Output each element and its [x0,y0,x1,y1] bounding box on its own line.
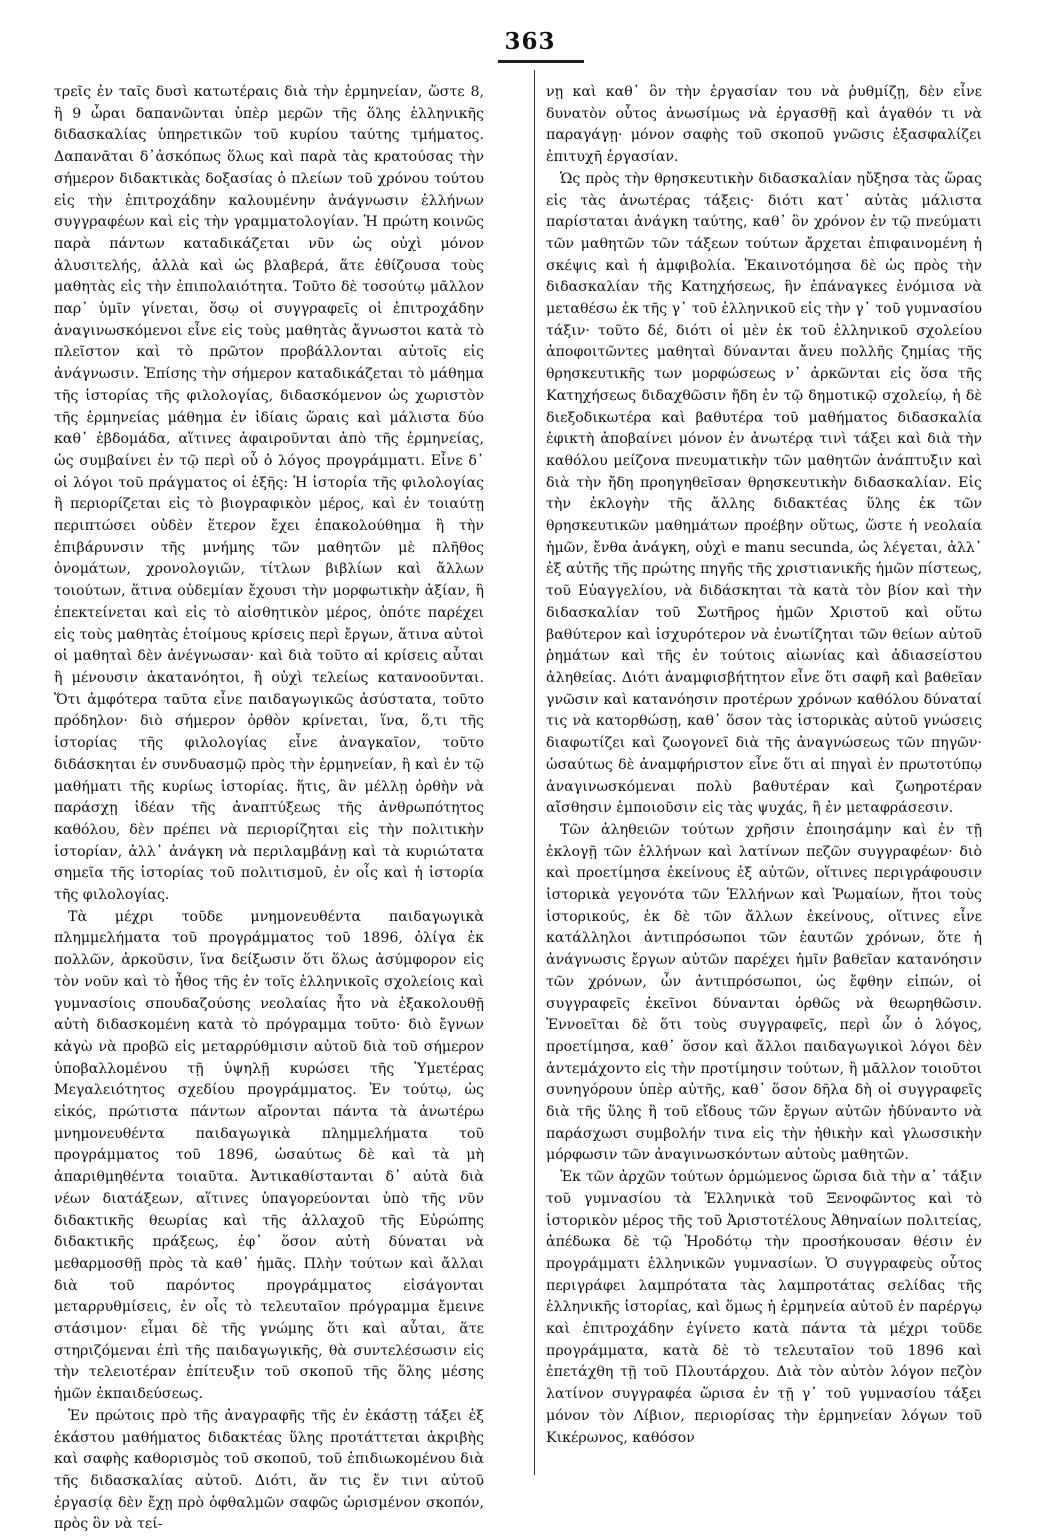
page-number: 363 [504,28,556,55]
paragraph: Τῶν ἀληθειῶν τούτων χρῆσιν ἐποιησάμην καὶ ἐν τῇ ἐκλογῇ τῶν ἑλλήνων καὶ λατίνων πεζῶν συγγραφέων· διὸ καὶ προετίμησα ἐκείνους ἐξ αὐτῶν, οἵτινες περιγράφουσιν ἱστορικὰ γεγονότα τῶν Ἑλλήνων καὶ Ῥωμαίων, ἤτοι τοὺς ἱστορικούς, ἐκ δὲ τῶν ἄλλων ἐκείνους, οἵτινες εἶνε κατάλληλοι ἀντιπρόσωποι τῶν ἑαυτῶν χρόνων, ὅτε ἡ ἀνάγνωσις ἔργων αὐτῶν παρέχει ἡμῖν βαθεῖαν κατανόησιν τῶν χρόνων, ὧν ἀντιπρόσωποι, ὡς ἔφθην εἰπών, οἱ συγγραφεῖς ἐκεῖνοι δύνανται ὀρθῶς νὰ θεωρηθῶσιν. Ἐννοεῖται δὲ ὅτι τοὺς συγγραφεῖς, περὶ ὧν ὁ λόγος, προετίμησα, καθ᾿ ὅσον καὶ ἄλλοι παιδαγωγικοὶ λόγοι δὲν ἀντεμάχοντο εἰς τὴν προτίμησιν τούτων, ἢ μᾶλλον τοιοῦτοι συνηγόρουν ὑπὲρ αὐτῆς, καθ᾿ ὅσον δῆλα δὴ οἱ συγγραφεῖς διὰ τῆς ὕλης ἢ τοῦ εἴδους τῶν ἔργων αὐτῶν ἠδύναντο νὰ παράσχωσι συμβολήν τινα εἰς τὴν ἠθικὴν καὶ γλωσσικὴν μόρφωσιν τῶν ἀναγινωσκόντων αὐτοὺς μαθητῶν. [546,821,982,1164]
paragraph: νῃ καὶ καθ᾿ ὃν τὴν ἐργασίαν του νὰ ῥυθμίζῃ, δὲν εἶνε δυνατὸν οὗτος ἀνωσίμως νὰ ἐργασθῇ καὶ ἀγαθόν τι νὰ παραγάγῃ· μόνον σαφὴς τοῦ σκοποῦ γνῶσις ἐξασφαλίζει ἐπιτυχῆ ἐργασίαν. [546,84,982,166]
column-divider [534,70,535,1475]
paragraph: Τὰ μέχρι τοῦδε μνημονευθέντα παιδαγωγικὰ πλημμελήματα τοῦ προγράμματος τοῦ 1896, ὀλίγα ἐκ πολλῶν, ἀρκοῦσιν, ἵνα δείξωσιν ὅτι ὅλως ἀσύμφορον εἰς τὸν νοῦν καὶ τὸ ἦθος τῆς ἐν τοῖς ἑλληνικοῖς σχολείοις καὶ γυμνασίοις σπουδαζούσης νεολαίας ἦτο νὰ ἐξακολουθῇ αὐτὴ διδασκομένη κατὰ τὸ πρόγραμμα τοῦτο· διὸ ἔγνων κἀγὼ νὰ προβῶ εἰς μεταρρύθμισιν αὐτοῦ διὰ τοῦ σήμερον ὑποβαλλομένου τῇ ὑψηλῇ κυρώσει τῆς Ὑμετέρας Μεγαλειότητος σχεδίου προγράμματος. Ἐν τούτῳ, ὡς εἰκός, πρώτιστα πάντων αἴρονται πάντα τὰ ἀνωτέρω μνημονευθέντα παιδαγωγικὰ πλημμελήματα τοῦ προγράμματος τοῦ 1896, ὡσαύτως δὲ καὶ τὰ μὴ ἀπαριθμηθέντα τοιαῦτα. Ἀντικαθίστανται δ᾿ αὐτὰ διὰ νέων διατάξεων, αἵτινες ὑπαγορεύονται ὑπὸ τῆς νῦν διδακτικῆς θεωρίας καὶ τῆς ἀλλαχοῦ τῆς Εὐρώπης διδακτικῆς πράξεως, ἐφ᾿ ὅσον αὐτὴ δύναται νὰ μεθαρμοσθῇ πρὸς τὰ καθ᾿ ἡμᾶς. Πλὴν τούτων καὶ ἄλλαι διὰ τοῦ παρόντος προγράμματος εἰσάγονται μεταρρυθμίσεις, ἐν οἷς τὸ τελευταῖον πρόγραμμα ἔμεινε στάσιμον· εἶμαι δὲ τῆς γνώμης ὅτι καὶ αὗται, ἅτε στηριζόμεναι ἐπὶ τῆς παιδαγωγικῆς, θὰ συντελέσωσιν εἰς τὴν τελειοτέραν ἐπίτευξιν τοῦ σκοποῦ τῆς ὅλης μέσης ἡμῶν ἐκπαιδεύσεως. [54,908,484,1403]
paragraph: Ἐκ τῶν ἀρχῶν τούτων ὁρμώμενος ὥρισα διὰ τὴν α᾿ τάξιν τοῦ γυμνασίου τὰ Ἑλληνικὰ τοῦ Ξενοφῶντος καὶ τὸ ἱστορικὸν μέρος τῆς τοῦ Ἀριστοτέλους Ἀθηναίων πολιτείας, ἀπέδωκα δὲ τῷ Ἡροδότῳ τὴν προσήκουσαν θέσιν ἐν προγράμματι ἑλληνικῶν γυμνασίων. Ὁ συγγραφεὺς οὗτος περιγράφει λαμπρότατα τὰς λαμπροτάτας σελίδας τῆς ἑλληνικῆς ἱστορίας, καὶ ὅμως ἡ ἑρμηνεία αὐτοῦ ἐν παρέργῳ καὶ ἐπιτροχάδην ἐγίνετο κατὰ πάντα τὰ μέχρι τοῦδε προγράμματα, κατὰ δὲ τὸ τελευταῖον τοῦ 1896 καὶ ἐπετάχθη τῇ τοῦ Πλουτάρχου. Διὰ τὸν αὐτὸν λόγον πεζὸν λατίνον συγγραφέα ὥρισα ἐν τῇ γ᾿ τοῦ γυμνασίου τάξει μόνον τὸν Λίβιον, περιορίσας τὴν ἑρμηνείαν λόγων τοῦ Κικέρωνος, καθόσον [546,1169,982,1446]
header-rule [498,60,584,63]
right-column [546,82,982,1449]
left-column [54,82,484,1536]
paragraph: τρεῖς ἐν ταῖς δυσὶ κατωτέραις διὰ τὴν ἑρμηνείαν, ὥστε 8, ἢ 9 ὧραι δαπανῶνται ὑπὲρ μερῶν τῆς ὅλης ἑλληνικῆς διδασκαλίας ὑπηρετικῶν τοῦ κυρίου ταύτης τμήματος. Δαπανᾶται δ᾿ἀσκόπως ὅλως καὶ παρὰ τὰς κρατούσας τὴν σήμερον διδακτικὰς δοξασίας ὁ πλείων τοῦ χρόνου τούτου εἰς τὴν ἐπιτροχάδην καλουμένην ἀνάγνωσιν ἑλλήνων συγγραφέων καὶ εἰς τὴν γραμματολογίαν. Ἡ πρώτη κοινῶς παρὰ πάντων καταδικάζεται νῦν ὡς οὐχὶ μόνον ἀλυσιτελής, ἀλλὰ καὶ ὡς βλαβερά, ἅτε ἐθίζουσα τοὺς μαθητὰς εἰς τὴν ἐπιπολαιότητα. Τοῦτο δὲ τοσούτῳ μᾶλλον παρ᾿ ὑμῖν γίνεται, ὅσῳ οἱ συγγραφεῖς οἱ ἐπιτροχάδην ἀναγινωσκόμενοι εἶνε εἰς τοὺς μαθητὰς ἄγνωστοι κατὰ τὸ πλεῖστον καὶ τὸ πρῶτον προβάλλονται αὐτοῖς εἰς ἀνάγνωσιν. Ἐπίσης τὴν σήμερον καταδικάζεται τὸ μάθημα τῆς ἱστορίας τῆς φιλολογίας, διδασκόμενον ὡς χωριστὸν τῆς ἑρμηνείας μάθημα ἐν ἰδίαις ὥραις καὶ μάλιστα δύο καθ᾿ ἑβδομάδα, αἵτινες ἀφαιροῦνται ἀπὸ τῆς ἑρμηνείας, ὡς συμβαίνει ἐν τῷ περὶ οὗ ὁ λόγος προγράμματι. Εἶνε δ᾿ οἱ λόγοι τοῦ πράγματος οἱ ἑξῆς: Ἡ ἱστορία τῆς φιλολογίας ἢ περιορίζεται εἰς τὸ βιογραφικὸν μέρος, καὶ ἐν τοιαύτῃ περιπτώσει οὐδὲν ἕτερον ἔχει ἐπακολούθημα ἢ τὴν ἐπιβάρυνσιν τῆς μνήμης τῶν μαθητῶν μὲ πλῆθος ὀνομάτων, χρονολογιῶν, τίτλων βιβλίων καὶ ἄλλων τοιούτων, ἅτινα οὐδεμίαν ἔχουσι τὴν μορφωτικὴν ἀξίαν, ἢ ἐπεκτείνεται καὶ εἰς τὸ αἰσθητικὸν μέρος, ὁπότε παρέχει εἰς τοὺς μαθητὰς ἑτοίμους κρίσεις περὶ ἔργων, ἅτινα αὐτοὶ οἱ μαθηταὶ δὲν ἀνέγνωσαν· καὶ διὰ τοῦτο αἱ κρίσεις αὗται ἢ μένουσιν ἀκατανόητοι, ἢ οὐχὶ τελείως κατανοοῦνται. Ὅτι ἀμφότερα ταῦτα εἶνε παιδαγωγικῶς ἀσύστατα, τοῦτο πρόδηλον· διὸ σήμερον ὀρθὸν κρίνεται, ἵνα, ὅ,τι τῆς ἱστορίας τῆς φιλολογίας εἶνε ἀναγκαῖον, τοῦτο διδάσκηται ἐν συνδυασμῷ πρὸς τὴν ἑρμηνείαν, ἢ καὶ ἐν τῷ μαθήματι τῆς κυρίως ἱστορίας. ἥτις, ἂν μέλλῃ ὀρθὴν νὰ παράσχῃ ἰδέαν τῆς ἀναπτύξεως τῆς ἀνθρωπότητος καθόλου, δὲν πρέπει νὰ περιορίζηται εἰς τὴν πολιτικὴν ἱστορίαν, ἀλλ᾿ ἀνάγκη νὰ περιλαμβάνῃ καὶ τὰ κυριώτατα σημεῖα τῆς ἱστορίας τοῦ πολιτισμοῦ, ἐν οἷς καὶ ἡ ἱστορία τῆς φιλολογίας. [54,84,484,904]
paragraph: Ἐν πρώτοις πρὸ τῆς ἀναγραφῆς τῆς ἐν ἑκάστῃ τάξει ἐξ ἑκάστου μαθήματος διδακτέας ὕλης προτάττεται ἀκριβὴς καὶ σαφὴς καθορισμὸς τοῦ σκοποῦ, τοῦ ἐπιδιωκομένου διὰ τῆς διδασκαλίας αὐτοῦ. Διότι, ἄν τις ἔν τινι αὐτοῦ ἐργασίᾳ δὲν ἔχῃ πρὸ ὀφθαλμῶν σαφῶς ὡρισμένον σκοπόν, πρὸς ὃν νὰ τεί- [54,1407,484,1533]
paragraph: Ὡς πρὸς τὴν θρησκευτικὴν διδασκαλίαν ηὔξησα τὰς ὥρας εἰς τὰς ἀνωτέρας τάξεις· διότι κατ᾿ αὐτὰς μάλιστα παρίσταται ἀνάγκη ταύτης, καθ᾿ ὃν χρόνον ἐν τῷ πνεύματι τῶν μαθητῶν τῶν τάξεων τούτων ἄρχεται ἐπιφαινομένη ἡ σκέψις καὶ ἡ ἀμφιβολία. Ἐκαινοτόμησα δὲ ὡς πρὸς τὴν διδασκαλίαν τῆς Κατηχήσεως, ἣν ἐπάναγκες ἐνόμισα νὰ μεταθέσω ἐκ τῆς γ᾿ τοῦ ἑλληνικοῦ εἰς τὴν γ᾿ τοῦ γυμνασίου τάξιν· τοῦτο δέ, διότι οἱ μὲν ἐκ τοῦ ἑλληνικοῦ σχολείου ἀποφοιτῶντες μαθηταὶ δύνανται ἄνευ πολλῆς ζημίας τῆς θρησκευτικῆς των μορφώσεως ν᾿ ἀρκῶνται εἰς ὅσα τῆς Κατηχήσεως διδαχθῶσιν ἤδη ἐν τῷ δημοτικῷ σχολείῳ, ἡ δὲ διεξοδικωτέρα καὶ βαθυτέρα τοῦ μαθήματος διδασκαλία ἐφικτὴ ἀποβαίνει μόνον ἐν ἀνωτέρᾳ τινὶ τάξει καὶ διὰ τὴν καθόλου μείζονα πνευματικὴν τῶν μαθητῶν ἀνάπτυξιν καὶ διὰ τὴν ἤδη προηγηθεῖσαν θρησκευτικὴν διδασκαλίαν. Εἰς τὴν ἐκλογὴν τῆς ἄλλης διδακτέας ὕλης ἐκ τῶν θρησκευτικῶν μαθημάτων προέβην οὕτως, ὥστε ἡ νεολαία ἡμῶν, ἔνθα ἀνάγκη, οὐχὶ e manu secunda, ὡς λέγεται, ἀλλ᾿ ἐξ αὐτῆς τῆς πρώτης πηγῆς τῆς χριστιανικῆς ἡμῶν πίστεως, τοῦ Εὐαγγελίου, νὰ διδάσκηται τὰ κατὰ τὸν βίον καὶ τὴν διδασκαλίαν τοῦ Σωτῆρος ἡμῶν Χριστοῦ καὶ οὕτω βαθύτερον καὶ ἰσχυρότερον νὰ ἐνωτίζηται τῶν θείων αὐτοῦ ῥημάτων καὶ τῆς ἐν τούτοις αἰωνίας καὶ ἀδιασείστου ἀληθείας. Διότι ἀναμφισβήτητον εἶνε ὅτι σαφῆ καὶ βαθεῖαν γνῶσιν καὶ κατανόησιν προτέρων χρόνων καθόλου δύναταί τις νὰ κατορθώσῃ, καθ᾿ ὅσον τὰς ἱστορικὰς αὐτοῦ γνώσεις διαφωτίζει καὶ ζωογονεῖ διὰ τῆς ἀναγνώσεως τῶν πηγῶν· ὡσαύτως δὲ ἀναμφήριστον εἶνε ὅτι αἱ πηγαὶ ἐν πρωτοτύπῳ ἀναγινωσκόμεναι πολὺ βαθυτέραν καὶ ζωηροτέραν αἴσθησιν ἐμποιοῦσιν εἰς τὰς ψυχάς, ἢ ἐν μεταφράσεσιν. [546,170,982,817]
